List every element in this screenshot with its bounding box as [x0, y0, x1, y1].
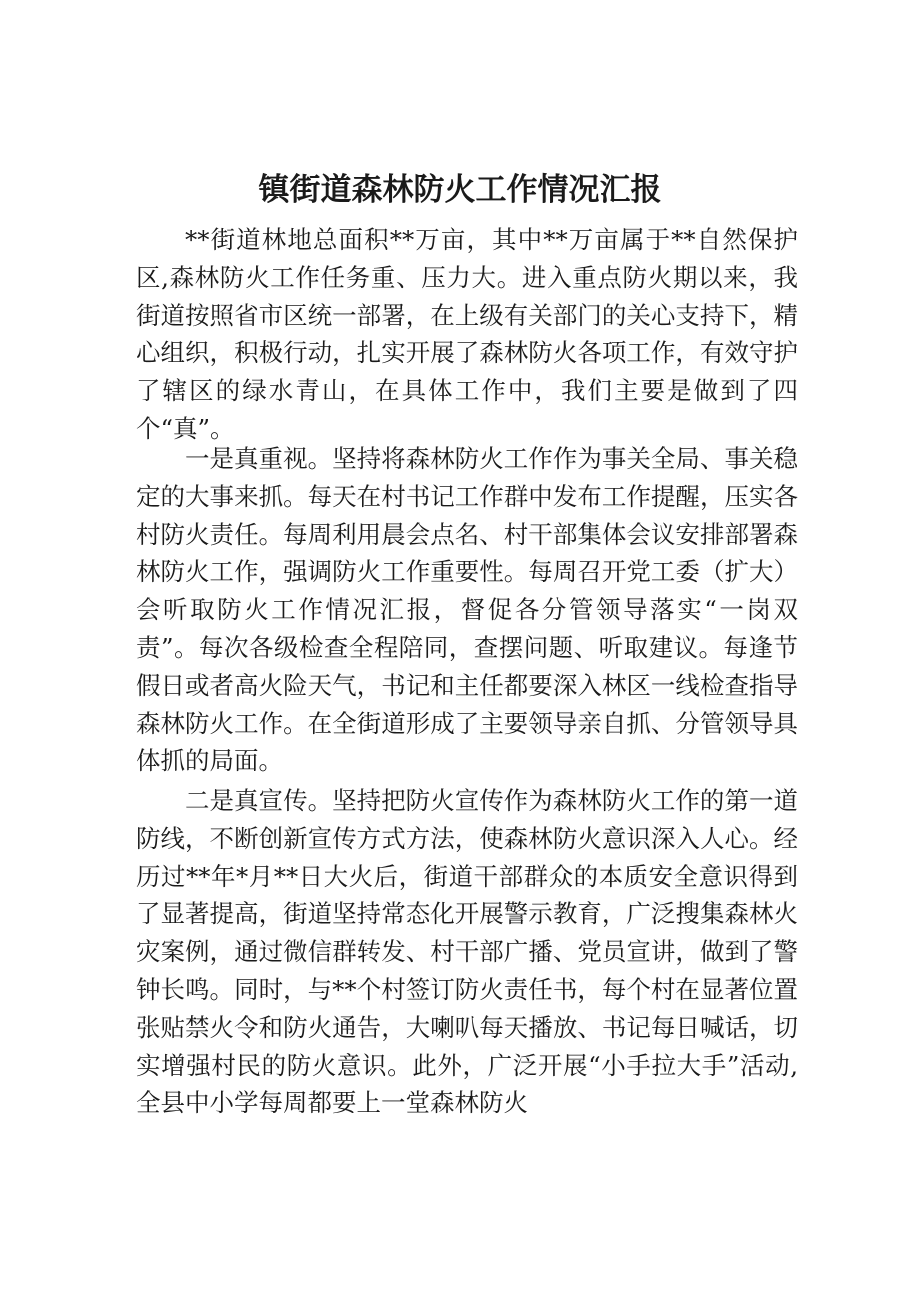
paragraph-intro: **街道林地总面积**万亩，其中**万亩属于**自然保护区,森林防火工作任务重、压力大。进入重点防火期以来，我街道按照省市区统一部署，在上级有关部门的关心支持下，精心组织，积极行动，扎实开展了森林防火各项工作，有效守护了辖区的绿水青山，在具体工作中，我们主要是做到了四个“真”。	[136, 225, 798, 443]
paragraph-publicity: 二是真宣传。坚持把防火宣传作为森林防火工作的第一道防线，不断创新宣传方式方法，使森林防火意识深入人心。经历过**年*月**日大火后，街道干部群众的本质安全意识得到了显著提高，街道坚持常态化开展警示教育，广泛搜集森林火灾案例，通过微信群转发、村干部广播、党员宣讲，做到了警钟长鸣。同时，与**个村签订防火责任书，每个村在显著位置张贴禁火令和防火通告，大喇叭每天播放、书记每日喊话，切实增强村民的防火意识。此外，广泛开展“小手拉大手”活动,全县中小学每周都要上一堂森林防火	[136, 786, 798, 1118]
paragraph-attention: 一是真重视。坚持将森林防火工作作为事关全局、事关稳定的大事来抓。每天在村书记工作群中发布工作提醒，压实各村防火责任。每周利用晨会点名、村干部集体会议安排部署森林防火工作，强调防火工作重要性。每周召开党工委（扩大）会听取防火工作情况汇报，督促各分管领导落实“一岗双责”。每次各级检查全程陪同，查摆问题、听取建议。每逢节假日或者高火险天气，书记和主任都要深入林区一线检查指导森林防火工作。在全街道形成了主要领导亲自抓、分管领导具体抓的局面。	[136, 444, 798, 776]
document-title: 镇街道森林防火工作情况汇报	[258, 172, 662, 208]
